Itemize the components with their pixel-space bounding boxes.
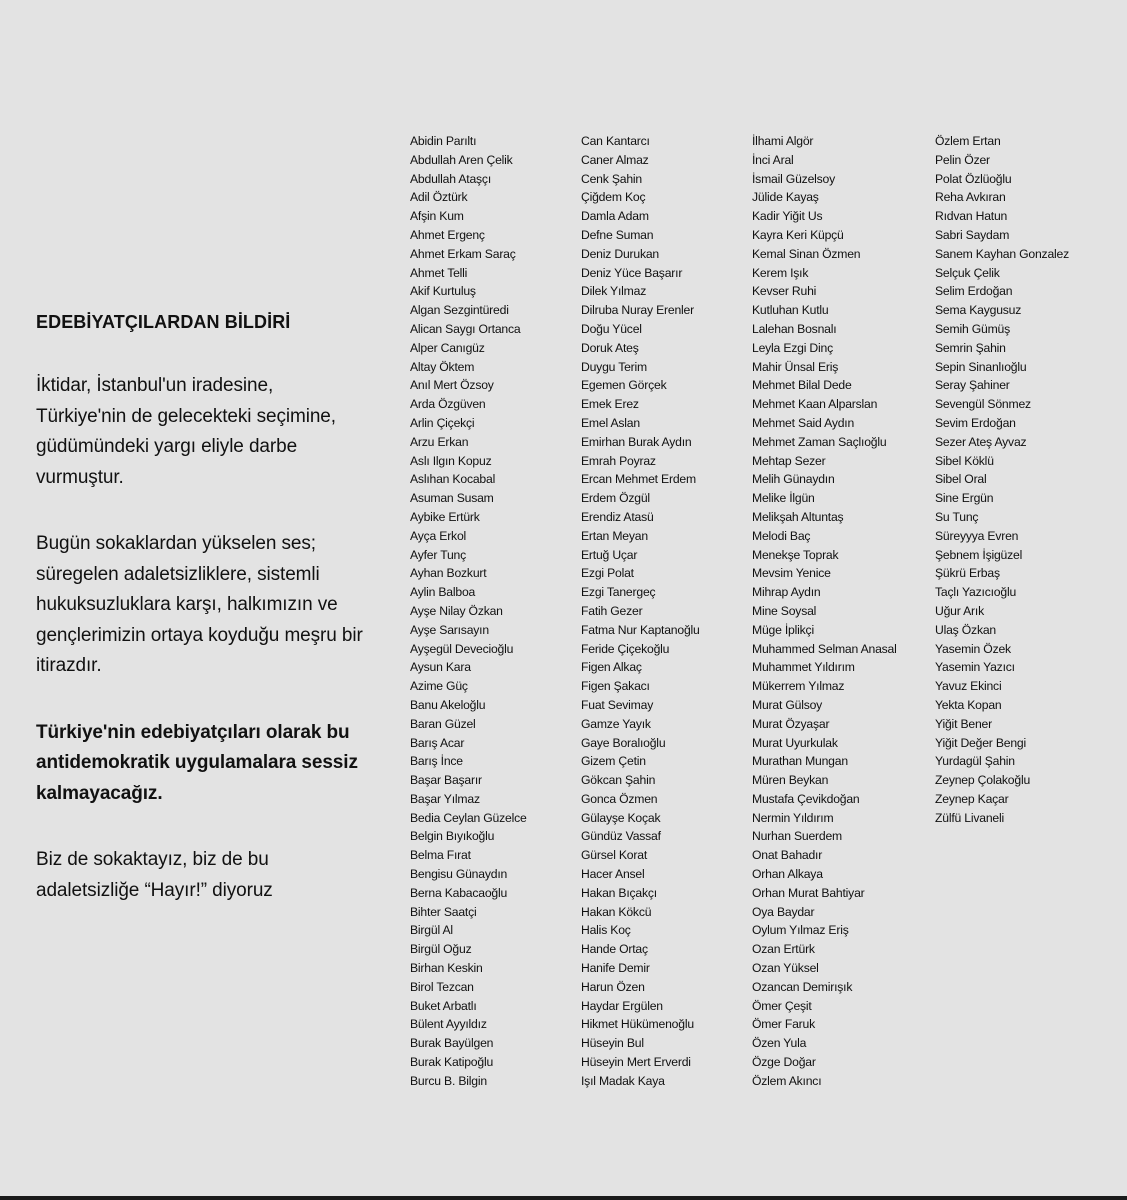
signatory-name: Ertuğ Uçar — [581, 547, 638, 562]
signatory-name: Nermin Yıldırım — [752, 810, 834, 825]
signatory-name: Figen Şakacı — [581, 679, 650, 694]
signatory-name: Ömer Çeşit — [752, 998, 812, 1013]
statement-panel — [36, 312, 366, 942]
signatory-name: Murat Özyaşar — [752, 716, 830, 731]
signatory-name: Banu Akeloğlu — [410, 697, 486, 712]
signatory-name: Gaye Boralıoğlu — [581, 735, 666, 750]
signatory-name: Sabri Saydam — [935, 227, 1010, 242]
signatory-name: Başar Başarır — [410, 773, 482, 788]
signatory-name: Semrin Şahin — [935, 340, 1006, 355]
signatory-name: Fatma Nur Kaptanoğlu — [581, 622, 700, 637]
signatory-name: Reha Avkıran — [935, 190, 1006, 205]
signatory-name: Burak Bayülgen — [410, 1036, 494, 1051]
signatory-name: Abdullah Ataşçı — [410, 171, 492, 186]
signatory-name: Mahir Ünsal Eriş — [752, 359, 839, 374]
signatory-name: Alican Saygı Ortanca — [410, 321, 521, 336]
signatory-name: Kadir Yiğit Us — [752, 209, 823, 224]
signatory-name: Ertan Meyan — [581, 528, 648, 543]
signatory-name: Caner Almaz — [581, 152, 649, 167]
signatory-name: Murathan Mungan — [752, 754, 848, 769]
signatory-name: Yekta Kopan — [935, 697, 1002, 712]
signatory-name: Burcu B. Bilgin — [410, 1073, 487, 1088]
signatory-name: Feride Çiçekoğlu — [581, 641, 670, 656]
signatory-name: İlhami Algör — [752, 134, 814, 148]
signatory-name: Damla Adam — [581, 209, 649, 224]
signatory-name: Birgül Al — [410, 923, 453, 938]
signatory-name: Hacer Ansel — [581, 867, 645, 882]
signatory-name: Ezgi Tanergeç — [581, 585, 656, 600]
signatory-name: Altay Öktem — [410, 359, 475, 374]
signatory-name: Süreyyya Evren — [935, 528, 1019, 543]
signatory-name: Nurhan Suerdem — [752, 829, 843, 844]
signatory-name: Birgül Oğuz — [410, 942, 472, 957]
signatory-name: Yavuz Ekinci — [935, 679, 1002, 694]
signatory-name: Mevsim Yenice — [752, 566, 831, 581]
signatory-name: Gökcan Şahin — [581, 773, 656, 788]
signatory-name: Ayfer Tunç — [410, 547, 467, 562]
signatory-name: Barış İnce — [410, 754, 463, 769]
signatory-name: Hüseyin Mert Erverdi — [581, 1055, 691, 1070]
signatory-name: Sevim Erdoğan — [935, 415, 1016, 430]
signatory-name: Dilruba Nuray Erenler — [581, 303, 694, 318]
signatory-name: Ercan Mehmet Erdem — [581, 472, 696, 487]
signatory-name: Can Kantarcı — [581, 134, 650, 148]
signatory-name: Kutluhan Kutlu — [752, 303, 829, 318]
signatory-name: Figen Alkaç — [581, 660, 642, 675]
signatory-name: Akif Kurtuluş — [410, 284, 476, 299]
statement-title: EDEBİYATÇILARDAN BİLDİRİ — [36, 312, 291, 332]
signatory-name: Ozancan Demirışık — [752, 979, 853, 994]
signatory-name: Işıl Madak Kaya — [581, 1073, 665, 1088]
signatory-name: Arzu Erkan — [410, 434, 469, 449]
signatory-name: Gizem Çetin — [581, 754, 646, 769]
signatory-name: Mehmet Zaman Saçlıoğlu — [752, 434, 887, 449]
signatory-name: Polat Özlüoğlu — [935, 171, 1012, 186]
signatories-column-2 — [581, 132, 700, 1091]
signatory-name: Emel Aslan — [581, 415, 640, 430]
signatory-name: Aylin Balboa — [410, 585, 476, 600]
signatory-name: Ömer Faruk — [752, 1017, 816, 1032]
signatory-name: Ayşe Sarısayın — [410, 622, 489, 637]
signatory-name: Fuat Sevimay — [581, 697, 654, 712]
signatory-name: Melih Günaydın — [752, 472, 835, 487]
signatory-name: Menekşe Toprak — [752, 547, 839, 562]
signatory-name: Afşin Kum — [410, 209, 464, 224]
signatory-name: Aslıhan Kocabal — [410, 472, 496, 487]
signatory-name: Anıl Mert Özsoy — [410, 378, 494, 393]
signatory-name: Emrah Poyraz — [581, 453, 656, 468]
signatory-name: Ahmet Ergenç — [410, 227, 485, 242]
signatory-name: Muhammet Yıldırım — [752, 660, 855, 675]
signatory-name: Hikmet Hükümenoğlu — [581, 1017, 694, 1032]
signatory-name: Özlem Ertan — [935, 134, 1001, 148]
signatory-name: Ayşe Nilay Özkan — [410, 603, 503, 618]
signatory-name: Erdem Özgül — [581, 491, 650, 506]
signatory-name: Mehtap Sezer — [752, 453, 826, 468]
signatory-name: Orhan Alkaya — [752, 867, 823, 882]
signatory-name: Ahmet Telli — [410, 265, 468, 280]
signatory-name: Sepin Sinanlıoğlu — [935, 359, 1027, 374]
signatory-name: Kerem Işık — [752, 265, 809, 280]
signatory-name: Emek Erez — [581, 397, 639, 412]
statement-paragraph-2: Bugün sokaklardan yükselen ses; süregelen adaletsizliklere, sistemli hukuksuzluklara karşı, halkımızın ve gençlerimizin ortaya koyduğu meşru bir itirazdır. — [36, 533, 363, 676]
signatory-name: Doruk Ateş — [581, 340, 639, 355]
signatory-name: Sevengül Sönmez — [935, 397, 1031, 412]
signatory-name: Egemen Görçek — [581, 378, 667, 393]
signatory-name: Deniz Yüce Başarır — [581, 265, 683, 280]
signatory-name: Sibel Oral — [935, 472, 987, 487]
signatory-name: Muhammed Selman Anasal — [752, 641, 897, 656]
bottom-border — [0, 1196, 1127, 1200]
signatory-name: Belma Fırat — [410, 848, 471, 863]
signatory-name: Zülfü Livaneli — [935, 810, 1005, 825]
signatory-name: Bülent Ayyıldız — [410, 1017, 487, 1032]
signatory-name: Aybike Ertürk — [410, 509, 480, 524]
signatory-name: Semih Gümüş — [935, 321, 1011, 336]
signatory-name: Haydar Ergülen — [581, 998, 663, 1013]
signatory-name: Pelin Özer — [935, 152, 990, 167]
signatory-name: İnci Aral — [752, 152, 794, 167]
signatory-name: Ozan Ertürk — [752, 942, 815, 957]
signatory-name: Mükerrem Yılmaz — [752, 679, 845, 694]
signatory-name: Algan Sezgintüredi — [410, 303, 509, 318]
signatory-name: Berna Kabacaoğlu — [410, 885, 508, 900]
signatory-name: Oya Baydar — [752, 904, 815, 919]
signatory-name: Sibel Köklü — [935, 453, 994, 468]
signatory-name: Lalehan Bosnalı — [752, 321, 837, 336]
signatory-name: Rıdvan Hatun — [935, 209, 1008, 224]
signatory-name: Erendiz Atasü — [581, 509, 654, 524]
signatory-name: Mehmet Kaan Alparslan — [752, 397, 878, 412]
signatory-name: Dilek Yılmaz — [581, 284, 647, 299]
signatory-name: Sanem Kayhan Gonzalez — [935, 246, 1070, 261]
signatory-name: Seray Şahiner — [935, 378, 1010, 393]
signatory-name: Mehmet Said Aydın — [752, 415, 855, 430]
signatory-name: Hanife Demir — [581, 961, 650, 976]
signatory-name: Buket Arbatlı — [410, 998, 477, 1013]
signatory-name: Şükrü Erbaş — [935, 566, 1000, 581]
signatory-name: Fatih Gezer — [581, 603, 643, 618]
signatory-name: Abidin Parıltı — [410, 134, 477, 148]
signatory-name: Kemal Sinan Özmen — [752, 246, 861, 261]
signatory-name: Abdullah Aren Çelik — [410, 152, 513, 167]
signatory-name: Mehmet Bilal Dede — [752, 378, 852, 393]
signatory-name: Baran Güzel — [410, 716, 476, 731]
signatory-name: Cenk Şahin — [581, 171, 643, 186]
signatory-name: Defne Suman — [581, 227, 654, 242]
signatory-name: Gülayşe Koçak — [581, 810, 661, 825]
signatory-name: Hakan Kökcü — [581, 904, 652, 919]
signatory-name: Azime Güç — [410, 679, 468, 694]
signatory-name: Melike İlgün — [752, 491, 815, 506]
signatory-name: Kayra Keri Küpçü — [752, 227, 844, 242]
signatory-name: Arlin Çiçekçi — [410, 415, 475, 430]
signatory-name: Özen Yula — [752, 1036, 807, 1051]
signatory-name: Sezer Ateş Ayvaz — [935, 434, 1027, 449]
signatory-name: Barış Acar — [410, 735, 465, 750]
signatory-name: Oylum Yılmaz Eriş — [752, 923, 849, 938]
signatories-column-4 — [935, 132, 1069, 827]
signatory-name: Leyla Ezgi Dinç — [752, 340, 833, 355]
signatory-name: Mihrap Aydın — [752, 585, 821, 600]
signatory-name: Ezgi Polat — [581, 566, 634, 581]
signatory-name: Halis Koç — [581, 923, 631, 938]
signatory-name: Bengisu Günaydın — [410, 867, 508, 882]
signatory-name: Başar Yılmaz — [410, 791, 480, 806]
signatory-name: Alper Canıgüz — [410, 340, 485, 355]
signatory-name: Burak Katipoğlu — [410, 1055, 494, 1070]
signatory-name: Sema Kaygusuz — [935, 303, 1022, 318]
signatory-name: Ayça Erkol — [410, 528, 467, 543]
signatory-name: Duygu Terim — [581, 359, 647, 374]
signatories-column-1 — [410, 132, 527, 1091]
signatory-name: İsmail Güzelsoy — [752, 171, 836, 186]
signatory-name: Şebnem İşigüzel — [935, 547, 1023, 562]
signatory-name: Selçuk Çelik — [935, 265, 1000, 280]
signatory-name: Çiğdem Koç — [581, 190, 646, 205]
signatory-name: Gamze Yayık — [581, 716, 651, 731]
signatory-name: Aslı Ilgın Kopuz — [410, 453, 492, 468]
signatory-name: Yiğit Bener — [935, 716, 992, 731]
signatories-column-3 — [752, 132, 897, 1091]
signatory-name: Sine Ergün — [935, 491, 994, 506]
signatory-name: Zeynep Çolakoğlu — [935, 773, 1031, 788]
signatory-name: Gündüz Vassaf — [581, 829, 661, 844]
signatory-name: Melikşah Altuntaş — [752, 509, 844, 524]
signatory-name: Belgin Bıyıkoğlu — [410, 829, 495, 844]
signatory-name: Jülide Kayaş — [752, 190, 819, 205]
signatory-name: Hande Ortaç — [581, 942, 648, 957]
signatory-name: Doğu Yücel — [581, 321, 642, 336]
signatory-name: Kevser Ruhi — [752, 284, 817, 299]
signatory-name: Orhan Murat Bahtiyar — [752, 885, 865, 900]
signatory-name: Yasemin Özek — [935, 641, 1011, 656]
signatory-name: Müren Beykan — [752, 773, 829, 788]
signatory-name: Gürsel Korat — [581, 848, 648, 863]
signatory-name: Asuman Susam — [410, 491, 494, 506]
signatory-name: Özge Doğar — [752, 1055, 816, 1070]
signatory-name: Yasemin Yazıcı — [935, 660, 1015, 675]
signatory-name: Mustafa Çevikdoğan — [752, 791, 860, 806]
signatory-name: Müge İplikçi — [752, 622, 814, 637]
signatory-name: Bedia Ceylan Güzelce — [410, 810, 527, 825]
signatory-name: Murat Gülsoy — [752, 697, 823, 712]
signatory-name: Ozan Yüksel — [752, 961, 819, 976]
signatory-name: Uğur Arık — [935, 603, 984, 618]
signatory-name: Deniz Durukan — [581, 246, 660, 261]
signatory-name: Su Tunç — [935, 509, 979, 524]
signatory-name: Yurdagül Şahin — [935, 754, 1015, 769]
signatory-name: Ulaş Özkan — [935, 622, 996, 637]
statement-paragraph-4: Biz de sokaktayız, biz de bu adaletsizliğe “Hayır!” diyoruz — [36, 849, 273, 901]
signatory-name: Taçlı Yazıcıoğlu — [935, 585, 1017, 600]
statement-paragraph-1: İktidar, İstanbul'un iradesine, Türkiye'nin de gelecekteki seçimine, güdümündeki yargı eliyle darbe vurmuştur. — [36, 375, 336, 488]
signatory-name: Hakan Bıçakçı — [581, 885, 657, 900]
signatory-name: Adil Öztürk — [410, 190, 468, 205]
signatory-name: Birol Tezcan — [410, 979, 474, 994]
signatory-name: Ahmet Erkam Saraç — [410, 246, 516, 261]
signatory-name: Arda Özgüven — [410, 397, 486, 412]
signatory-name: Harun Özen — [581, 979, 645, 994]
signatory-name: Hüseyin Bul — [581, 1036, 644, 1051]
signatory-name: Özlem Akıncı — [752, 1073, 822, 1088]
signatory-name: Ayhan Bozkurt — [410, 566, 487, 581]
signatory-name: Onat Bahadır — [752, 848, 823, 863]
signatory-name: Yiğit Değer Bengi — [935, 735, 1026, 750]
signatory-name: Mine Soysal — [752, 603, 817, 618]
signatory-name: Melodi Baç — [752, 528, 811, 543]
signatory-name: Aysun Kara — [410, 660, 471, 675]
signatory-name: Gonca Özmen — [581, 791, 658, 806]
signatory-name: Ayşegül Devecioğlu — [410, 641, 514, 656]
statement-paragraph-3: Türkiye'nin edebiyatçıları olarak bu antidemokratik uygulamalara sessiz kalmayacağız. — [36, 721, 358, 804]
signatory-name: Bihter Saatçi — [410, 904, 477, 919]
signatory-name: Birhan Keskin — [410, 961, 483, 976]
signatory-name: Murat Uyurkulak — [752, 735, 838, 750]
signatory-name: Selim Erdoğan — [935, 284, 1013, 299]
signatory-name: Zeynep Kaçar — [935, 791, 1009, 806]
signatory-name: Emirhan Burak Aydın — [581, 434, 692, 449]
